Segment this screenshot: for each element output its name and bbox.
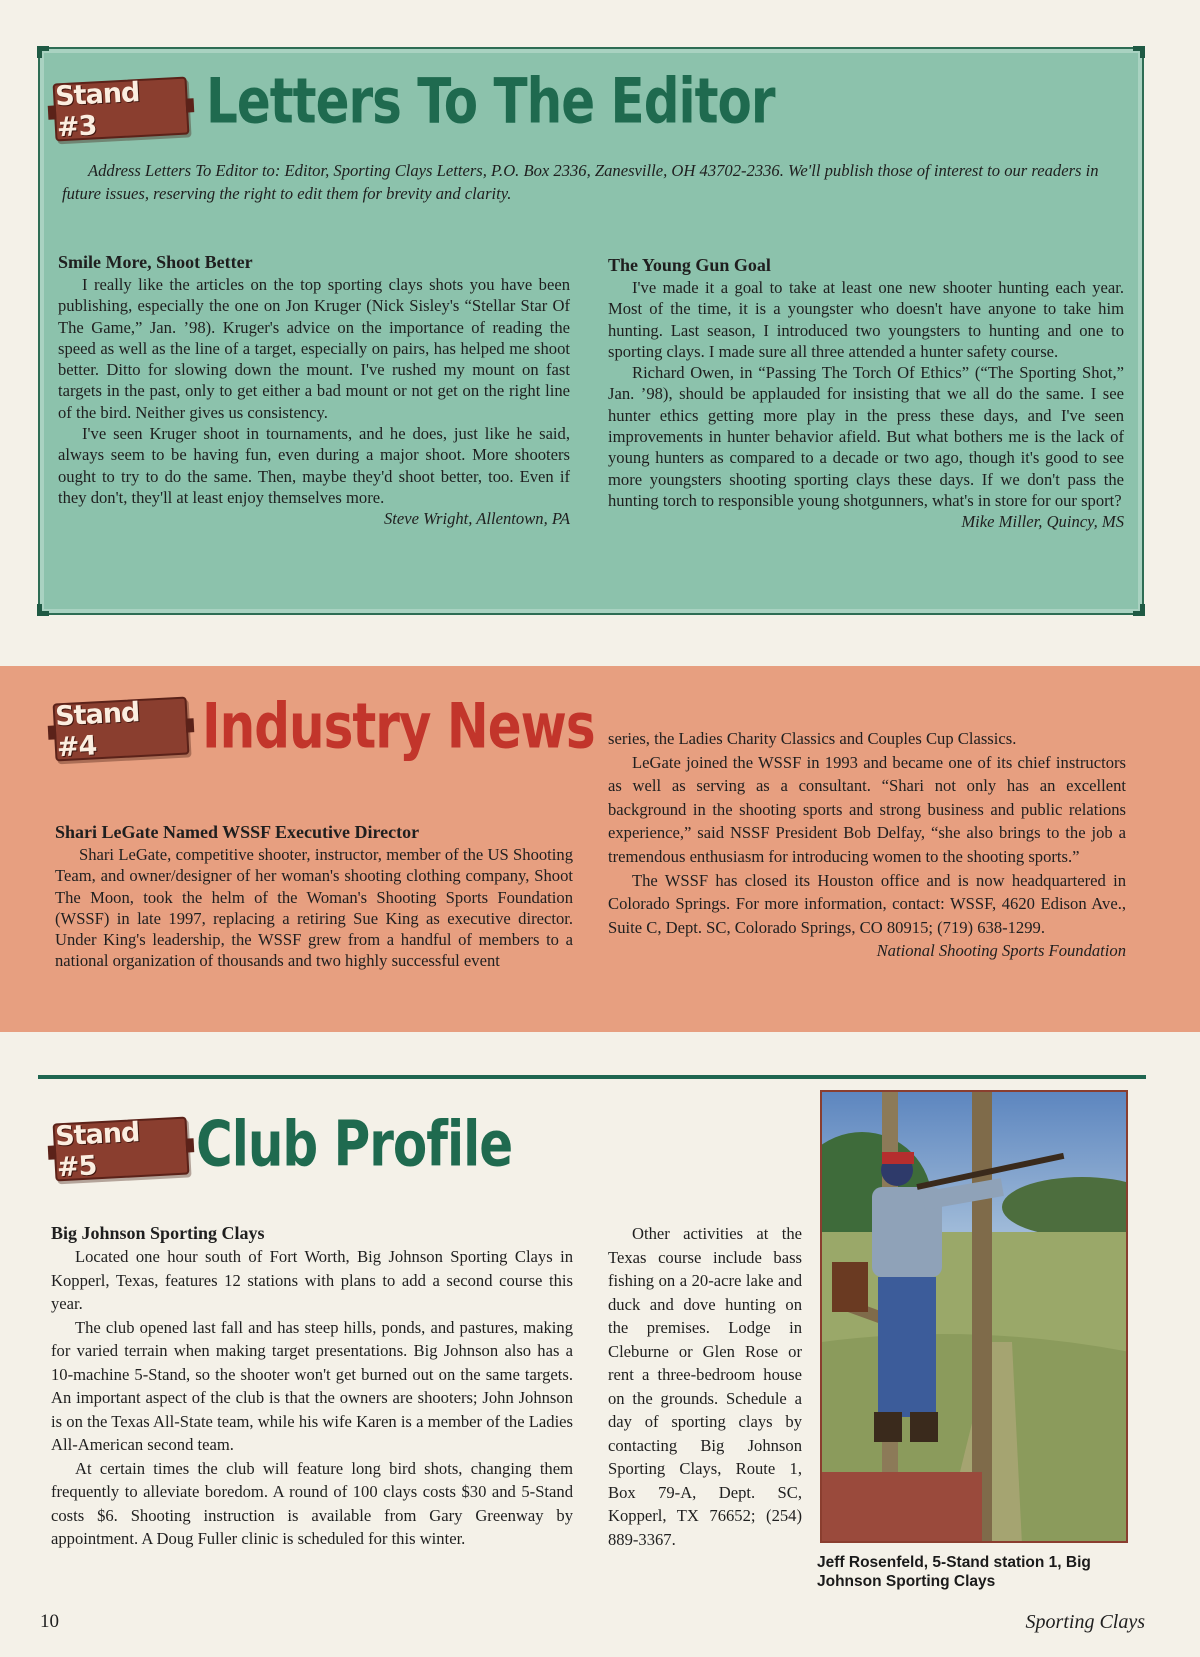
- stand-3-badge: Stand #3: [53, 77, 190, 142]
- club-article-col1: [51, 1221, 573, 1551]
- club-article-col2: [608, 1222, 802, 1551]
- stand-5-badge: Stand #5: [53, 1117, 190, 1182]
- club-photo: [820, 1090, 1128, 1543]
- club-profile-section-title: Club Profile: [196, 1107, 513, 1181]
- article-paragraph: series, the Ladies Charity Classics and Couples Cup Classics.: [608, 729, 1017, 748]
- stand-4-badge: Stand #4: [53, 697, 190, 762]
- magazine-name: Sporting Clays: [1025, 1611, 1145, 1633]
- letter-smile-more: [58, 250, 570, 529]
- letter-paragraph: I've made it a goal to take at least one new shooter hunting each year. Most of the time, it is a youngster who doesn't have anyone to take him hunting. Last season, I introduced two youngsters to hunting and one to sporting clays. I made sure all three attended a hunter safety course.: [608, 278, 1124, 361]
- article-heading: Big Johnson Sporting Clays: [51, 1223, 265, 1243]
- article-paragraph: Shari LeGate, competitive shooter, instructor, member of the US Shooting Team, and owner/designer of her woman's shooting clothing company, Shoot The Moon, took the helm of the Woman's Shooting Sports Foundation (WSSF) in late 1997, replacing a retiring Sue King as executive director. Under King's leadership, the WSSF grew from a handful of members to a national organization of thousands and two highly successful event: [55, 845, 573, 971]
- letters-section-title: Letters To The Editor: [206, 64, 775, 138]
- corner-ornament: [1133, 46, 1145, 58]
- letter-byline: Steve Wright, Allentown, PA: [383, 509, 570, 529]
- article-paragraph: The club opened last fall and has steep hills, ponds, and pastures, making for varied terrain when making target presentations. Big Johnson also has a 10-machine 5-Stand, so the shooter won't get burned out on the same targets. An important aspect of the club is that the owners are shooters; John Johnson is on the Texas All-State team, while his wife Karen is a member of the Ladies All-American second team.: [51, 1317, 573, 1454]
- corner-ornament: [37, 46, 49, 58]
- article-paragraph: Located one hour south of Fort Worth, Big Johnson Sporting Clays in Kopperl, Texas, features 12 stations with plans to add a second course this year.: [51, 1247, 573, 1313]
- industry-article-col1: [55, 820, 573, 972]
- industry-article-col2: [608, 727, 1126, 963]
- page-number: 10: [40, 1611, 59, 1632]
- article-paragraph: At certain times the club will feature long bird shots, changing them frequently to alleviate boredom. A round of 100 clays costs $30 and 5-Stand costs $6. Shooting instruction is available from Gary Greenway by appointment. A Doug Fuller clinic is scheduled for this winter.: [51, 1458, 573, 1548]
- shooter-photo-image: [822, 1092, 1128, 1543]
- industry-section-title: Industry News: [202, 689, 595, 763]
- photo-caption: Jeff Rosenfeld, 5-Stand station 1, Big Johnson Sporting Clays: [817, 1554, 1091, 1590]
- letter-young-gun: [608, 253, 1124, 532]
- article-heading: Shari LeGate Named WSSF Executive Director: [55, 822, 420, 842]
- letter-paragraph: I really like the articles on the top sporting clays shots you have been publishing, especially the one on Jon Kruger (Nick Sisley's “Stellar Star Of The Game,” Jan. ’98). Kruger's advice on the importance of reading the speed as well as the line of a target, especially on pairs, has helped me shoot better. Ditto for slowing down the mount. I've rushed my mount on fast targets in the past, only to get either a bad mount or not get on the right line of the bird. Neither gives us consistency.: [58, 275, 570, 422]
- corner-ornament: [37, 604, 49, 616]
- letter-byline: Mike Miller, Quincy, MS: [961, 512, 1124, 532]
- corner-ornament: [1133, 604, 1145, 616]
- article-paragraph: Other activities at the Texas course include bass fishing on a 20-acre lake and duck and dove hunting on the premises. Lodge in Cleburne or Glen Rose or rent a three-bedroom house on the grounds. Schedule a day of sporting clays by contacting Big Johnson Sporting Clays, Route 1, Box 79-A, Dept. SC, Kopperl, TX 76652; (254) 889-3367.: [608, 1224, 802, 1549]
- article-byline: National Shooting Sports Foundation: [876, 941, 1126, 961]
- section-divider: [38, 1075, 1146, 1079]
- letter-heading: Smile More, Shoot Better: [58, 252, 253, 272]
- letter-paragraph: Richard Owen, in “Passing The Torch Of Ethics” (“The Sporting Shot,” Jan. ’98), should be applauded for insisting that we all do the same. I see hunter ethics getting more play in the press these days, and I've seen improvements in hunter behavior afield. But what bothers me is the lack of young hunters as compared to a decade or two ago, though it's good to see more youngsters shooting sporting clays these days. If we don't pass the hunting torch to responsible young shotgunners, what's in store for our sport?: [608, 363, 1124, 510]
- letter-paragraph: I've seen Kruger shoot in tournaments, and he does, just like he said, always seem to be having fun, even during a major shoot. More shooters ought to try to do the same. Then, maybe they'd shoot better, too. Even if they don't, they'll at least enjoy themselves more.: [58, 424, 570, 507]
- letters-intro: Address Letters To Editor to: Editor, Sporting Clays Letters, P.O. Box 2336, Zanesville, OH 43702-2336. We'll publish those of interest to our readers in future issues, reserving the right to edit them for brevity and clarity.: [62, 161, 1099, 203]
- letter-heading: The Young Gun Goal: [608, 255, 771, 275]
- article-paragraph: The WSSF has closed its Houston office and is now headquartered in Colorado Springs. For more information, contact: WSSF, 4620 Edison Ave., Suite C, Dept. SC, Colorado Springs, CO 80915; (719) 638-1299.: [608, 870, 1126, 937]
- article-paragraph: LeGate joined the WSSF in 1993 and became one of its chief instructors as well as serving as a consultant. “Shari not only has an excellent background in the shooting sports and strong business and public relations experience,” said NSSF President Bob Delfay, “she also brings to the job a tremendous enthusiasm for introducing women to the shooting sports.”: [608, 752, 1126, 866]
